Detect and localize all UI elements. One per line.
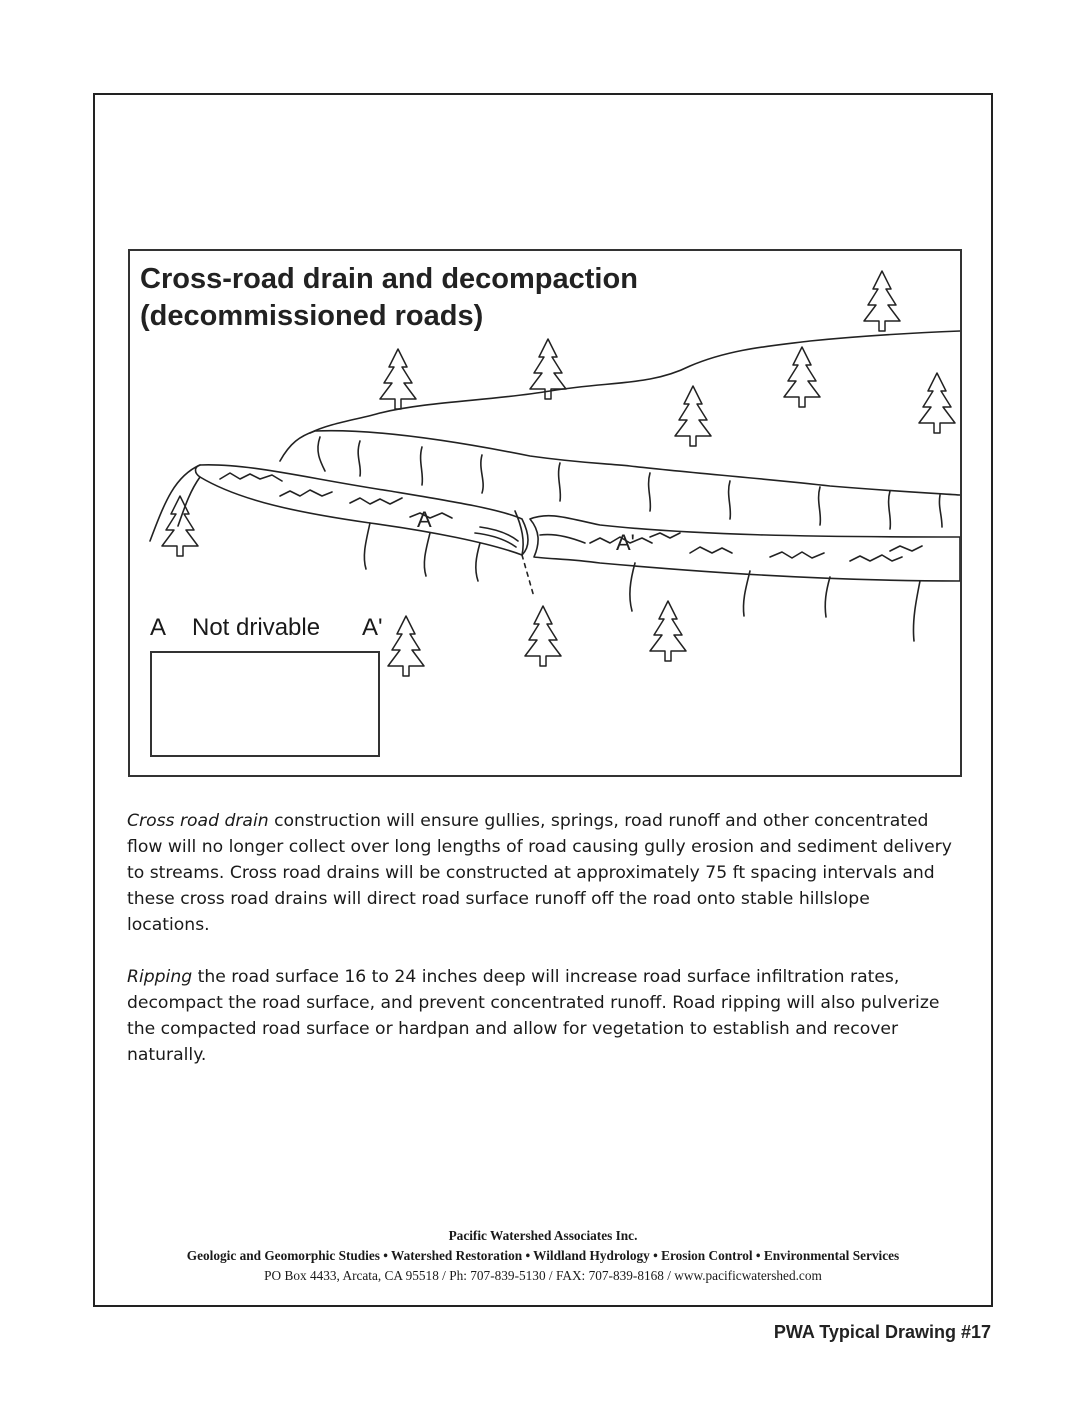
cross-section-inset (150, 651, 380, 757)
term-ripping: Ripping (127, 967, 193, 987)
section-label-a-prime: A' (616, 530, 635, 555)
paragraph-1-text: construction will ensure gullies, springs, road runoff and other concentrated flow will no longer collect over long lengths of road causing gully erosion and sediment delivery to streams. Cross road drains will be constructed at approximately 75 ft spacing intervals and these cross road drains will direct road surface runoff off the road onto stable hillslope locations. (127, 811, 952, 935)
inset-label-a-prime: A' (362, 614, 383, 641)
section-label-a: A (417, 507, 432, 532)
drawing-number: PWA Typical Drawing #17 (773, 1322, 991, 1342)
footer (95, 1226, 991, 1286)
inset-label-a: A (150, 614, 167, 641)
figure-title-line-1: Cross-road drain and decompaction (140, 263, 638, 295)
cutbank-top (280, 431, 960, 495)
term-cross-road-drain: Cross road drain (127, 811, 269, 831)
footer-services: Geologic and Geomorphic Studies • Watershed Restoration • Wildland Hydrology • Erosion Control • Environmental Services (186, 1248, 900, 1263)
inset-header (150, 614, 388, 644)
footer-company: Pacific Watershed Associates Inc. (448, 1228, 638, 1243)
figure-title-line-2: (decommissioned roads) (140, 300, 484, 332)
inset-label-not-drivable: Not drivable (192, 614, 321, 641)
paragraph-ripping (127, 964, 957, 1068)
illustration-frame (128, 249, 962, 777)
ridge-line (310, 331, 960, 433)
road-left-section (196, 465, 529, 555)
body-text (127, 808, 957, 1094)
paragraph-2-text: the road surface 16 to 24 inches deep will increase road surface infiltration rates, decompact the road surface, and prevent concentrated runoff. Road ripping will also pulverize the compacted road surface or hardpan and allow for vegetation to establish and recover naturally. (127, 967, 940, 1065)
paragraph-cross-road-drain (127, 808, 957, 938)
footer-contact: PO Box 4433, Arcata, CA 95518 / Ph: 707-839-5130 / FAX: 707-839-8168 / www.pacificwatershed.com (264, 1268, 822, 1283)
figure-title (140, 261, 638, 335)
